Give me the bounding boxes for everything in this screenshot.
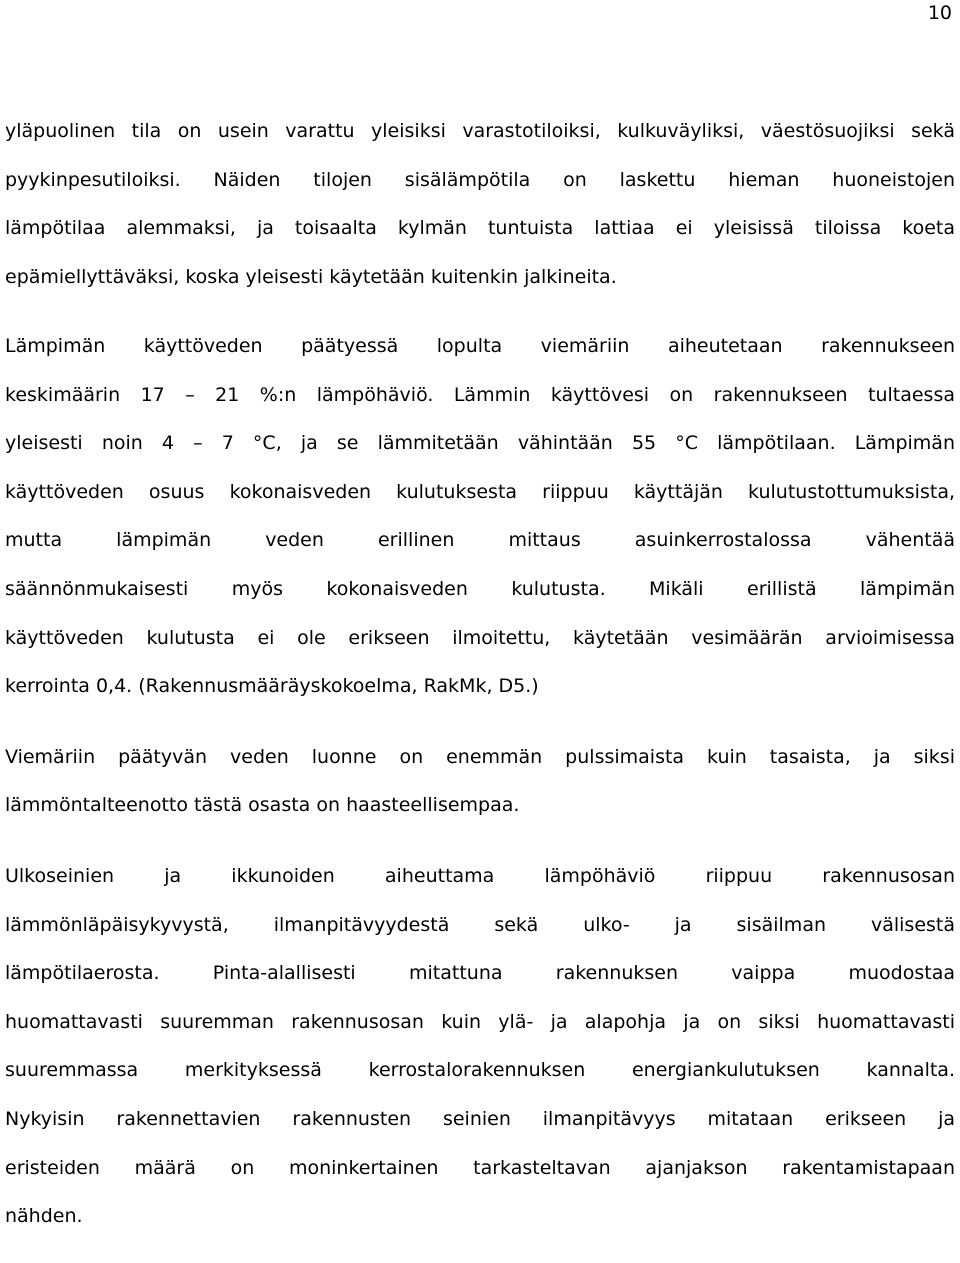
paragraph-1 [5, 107, 955, 301]
text-line: pyykinpesutiloiksi. Näiden tilojen sisälämpötila on laskettu hieman huoneistojen [5, 168, 955, 191]
text-line: lämmönläpäisykyvystä, ilmanpitävyydestä sekä ulko- ja sisäilman välisestä [5, 913, 955, 936]
text-line: mutta lämpimän veden erillinen mittaus asuinkerrostalossa vähentää [5, 529, 955, 552]
text-line: keskimäärin 17 – 21 %:n lämpöhäviö. Lämmin käyttövesi on rakennukseen tultaessa [5, 383, 955, 406]
text-line: kerrointa 0,4. (Rakennusmääräyskokoelma, RakMk, D5.) [5, 675, 539, 698]
text-line: Viemäriin päätyvän veden luonne on enemmän pulssimaista kuin tasaista, ja siksi [5, 745, 955, 768]
text-line: Lämpimän käyttöveden päätyessä lopulta viemäriin aiheutetaan rakennukseen [5, 335, 955, 357]
text-line: lämmöntalteenotto tästä osasta on haasteellisempaa. [5, 794, 520, 817]
paragraph-2 [5, 322, 955, 711]
text-line: yläpuolinen tila on usein varattu yleisiksi varastotiloiksi, kulkuväyliksi, väestösuojiksi sekä [5, 120, 955, 142]
text-line: epämiellyttäväksi, koska yleisesti käytetään kuitenkin jalkineita. [5, 265, 617, 288]
text-line: Ulkoseinien ja ikkunoiden aiheuttama lämpöhäviö riippuu rakennusosan [5, 864, 955, 887]
text-line: käyttöveden kulutusta ei ole erikseen ilmoitettu, käytetään vesimäärän arvioimisessa [5, 626, 955, 649]
paragraph-4 [5, 852, 955, 1241]
text-line: Nykyisin rakennettavien rakennusten seinien ilmanpitävyys mitataan erikseen ja [5, 1107, 955, 1130]
text-line: käyttöveden osuus kokonaisveden kulutuksesta riippuu käyttäjän kulutustottumuksista, [5, 480, 955, 503]
document-body [5, 107, 955, 1263]
text-line: huomattavasti suuremman rakennusosan kuin ylä- ja alapohja ja on siksi huomattavasti [5, 1010, 955, 1033]
text-line: eristeiden määrä on moninkertainen tarkasteltavan ajanjakson rakentamistapaan [5, 1156, 955, 1179]
text-line: nähden. [5, 1205, 83, 1228]
text-line: yleisesti noin 4 – 7 °C, ja se lämmitetään vähintään 55 °C lämpötilaan. Lämpimän [5, 432, 955, 455]
text-line: säännönmukaisesti myös kokonaisveden kulutusta. Mikäli erillistä lämpimän [5, 577, 955, 600]
text-line: lämpötilaa alemmaksi, ja toisaalta kylmän tuntuista lattiaa ei yleisissä tiloissa koeta [5, 217, 955, 239]
text-line: suuremmassa merkityksessä kerrostalorakennuksen energiankulutuksen kannalta. [5, 1059, 955, 1082]
page-number: 10 [927, 2, 952, 24]
text-line: lämpötilaerosta. Pinta-alallisesti mitattuna rakennuksen vaippa muodostaa [5, 962, 955, 985]
paragraph-3 [5, 733, 955, 830]
